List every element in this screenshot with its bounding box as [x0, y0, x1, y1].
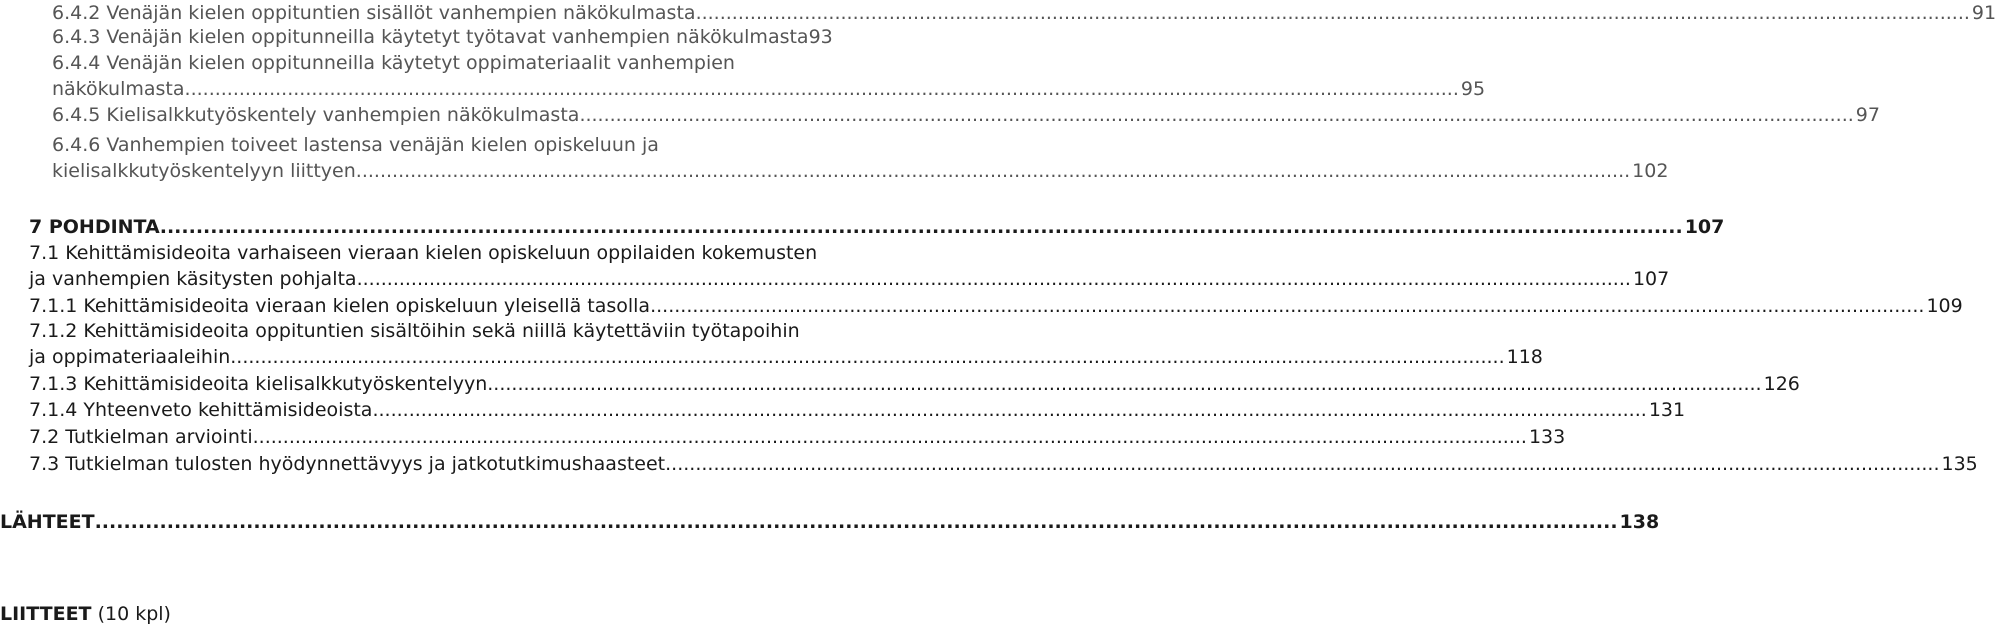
toc-entry-title: 6.4.4 Venäjän kielen oppitunneilla käytetyt oppimateriaalit vanhempien: [52, 52, 735, 74]
toc-chapter[interactable]: [29, 214, 1725, 240]
toc-entry-page: 95: [1460, 78, 1486, 100]
toc-entry[interactable]: [52, 0, 1996, 26]
toc-entry-title: 7.2 Tutkielman arviointi: [29, 426, 253, 448]
toc-entry[interactable]: [29, 424, 1566, 450]
toc-entry-continuation[interactable]: [52, 158, 1669, 184]
toc-entry-first-line[interactable]: [29, 240, 964, 266]
toc-chapter-page: 138: [1619, 511, 1660, 533]
toc-entry-page: 126: [1763, 373, 1800, 395]
toc-entry-page: 107: [1632, 268, 1670, 290]
toc-entry-title-cont: ja vanhempien käsitysten pohjalta: [29, 268, 357, 290]
toc-entry-continuation[interactable]: [29, 266, 1670, 292]
toc-entry-page: 97: [1855, 104, 1880, 126]
toc-entry-page: 109: [1926, 295, 1963, 317]
toc-entry-page: 91: [1971, 2, 1996, 24]
toc-entry[interactable]: [29, 293, 1963, 319]
toc-leader-dots: [372, 397, 1646, 423]
toc-entry-continuation[interactable]: [52, 76, 1486, 102]
toc-entry-page: 133: [1528, 426, 1566, 448]
toc-entry-continuation[interactable]: [29, 344, 1543, 370]
toc-entry[interactable]: [52, 102, 1880, 128]
toc-chapter-title: LIITTEET: [0, 603, 92, 625]
toc-entry-title: 6.4.6 Vanhempien toiveet lastensa venäjän kielen opiskeluun ja: [52, 134, 659, 156]
toc-entry-title-cont: ja oppimateriaaleihin: [29, 346, 231, 368]
toc-leader-dots: [160, 214, 1683, 240]
toc-entry-first-line[interactable]: [29, 318, 964, 344]
toc-entry-first-line[interactable]: [52, 132, 950, 158]
toc-chapter[interactable]: [0, 601, 400, 627]
toc-entry[interactable]: [29, 371, 1800, 397]
toc-entry-title: 7.1.2 Kehittämisideoita oppituntien sisältöihin sekä niillä käytettäviin työtapoihin: [29, 320, 800, 342]
toc-leader-dots: [356, 158, 1630, 184]
toc-entry-page: 135: [1941, 453, 1978, 475]
toc-entry-page: 93: [808, 26, 833, 48]
toc-entry-title-cont: kielisalkkutyöskentelyyn liittyen: [52, 160, 356, 182]
toc-entry-page: 118: [1506, 346, 1543, 368]
toc-leader-dots: [253, 424, 1527, 450]
toc-entry-title: 7.3 Tutkielman tulosten hyödynnettävyys ja jatkotutkimushaasteet: [29, 453, 666, 475]
toc-entry-title: 6.4.2 Venäjän kielen oppituntien sisällöt vanhempien näkökulmasta: [52, 2, 696, 24]
toc-chapter-page: 107: [1684, 216, 1725, 238]
toc-entry-page: 102: [1632, 160, 1669, 182]
toc-entry-title: 6.4.5 Kielisalkkutyöskentely vanhempien näkökulmasta: [52, 104, 580, 126]
toc-entry-title: 7.1.4 Yhteenveto kehittämisideoista: [29, 399, 373, 421]
toc-entry-title: 6.4.3 Venäjän kielen oppitunneilla käytetyt työtavat vanhempien näkökulmasta: [52, 26, 809, 48]
toc-chapter-title: 7 POHDINTA: [29, 216, 160, 238]
toc-leader-dots: [487, 371, 1761, 397]
toc-leader-dots: [579, 102, 1853, 128]
toc-leader-dots: [185, 76, 1459, 102]
toc-chapter-title: LÄHTEET: [0, 511, 95, 533]
toc-entry-first-line[interactable]: [52, 50, 950, 76]
toc-leader-dots: [650, 293, 1924, 319]
toc-leader-dots: [696, 0, 1970, 26]
toc-entry-title: 7.1.3 Kehittämisideoita kielisalkkutyöskentelyyn: [29, 373, 488, 395]
toc-entry[interactable]: [29, 451, 1978, 477]
toc-leader-dots: [230, 344, 1504, 370]
toc-chapter-suffix: (10 kpl): [91, 603, 171, 625]
toc-entry[interactable]: [29, 397, 1686, 423]
toc-leader-dots: [357, 266, 1631, 292]
toc-entry-title: 7.1.1 Kehittämisideoita vieraan kielen opiskeluun yleisellä tasolla: [29, 295, 651, 317]
toc-chapter[interactable]: [0, 509, 1660, 535]
toc-entry-page: 131: [1648, 399, 1686, 421]
toc-leader-dots: [665, 451, 1939, 477]
toc-entry-title: 7.1 Kehittämisideoita varhaiseen vieraan kielen opiskeluun oppilaiden kokemusten: [29, 242, 818, 264]
toc-leader-dots: [95, 509, 1618, 535]
toc-entry[interactable]: [52, 24, 950, 50]
toc-entry-title-cont: näkökulmasta: [52, 78, 185, 100]
